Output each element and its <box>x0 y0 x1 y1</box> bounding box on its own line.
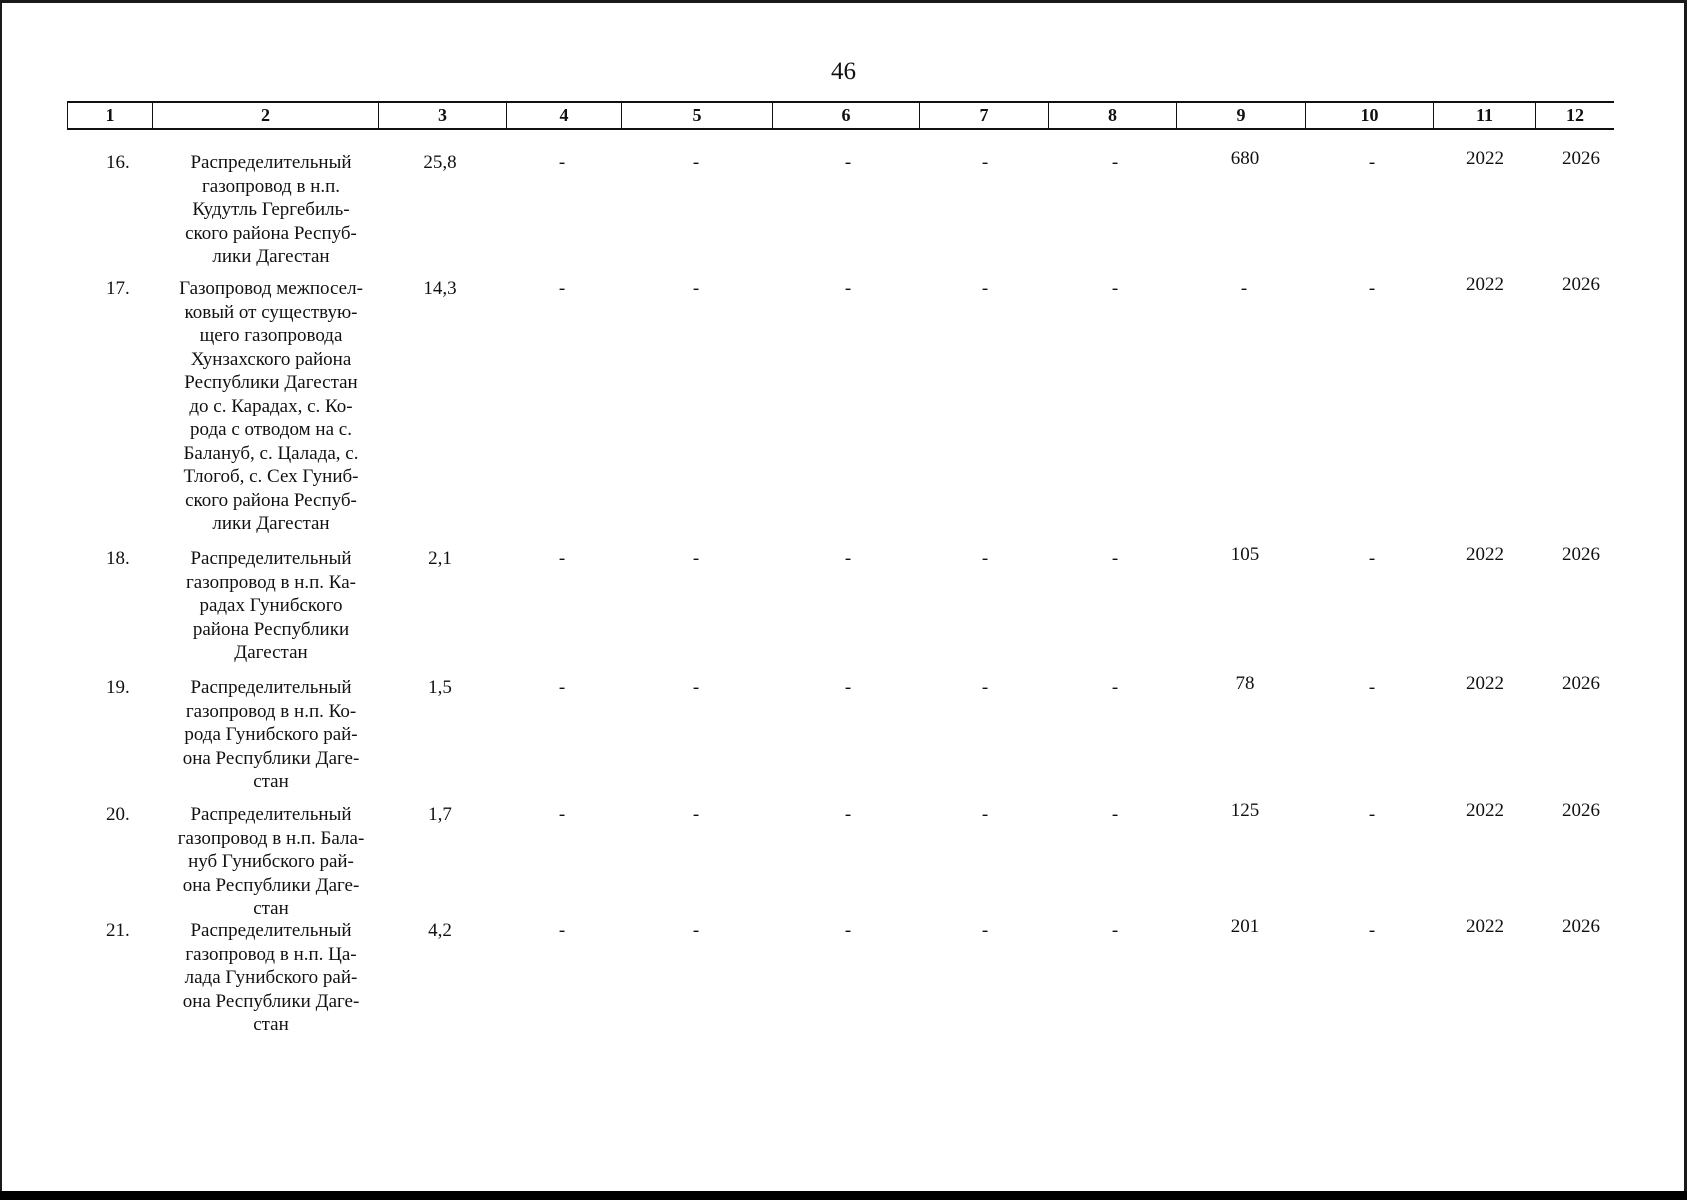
cell-col-6: - <box>844 804 852 825</box>
cell-col-4: - <box>558 548 566 569</box>
cell-col-6: - <box>844 152 852 173</box>
cell-col-8: - <box>1111 548 1119 569</box>
cell-col-7: - <box>981 804 989 825</box>
cell-col-4: - <box>558 278 566 299</box>
cell-col-5: - <box>692 152 700 173</box>
column-header-4: 4 <box>507 103 622 128</box>
cell-col-8: - <box>1111 152 1119 173</box>
cell-col-3: 14,3 <box>423 278 457 299</box>
cell-col-4: - <box>558 677 566 698</box>
cell-col-11: 2022 <box>1466 916 1504 937</box>
cell-col-3: 2,1 <box>428 548 452 569</box>
cell-col-12: 2026 <box>1562 916 1600 937</box>
cell-col-9: 680 <box>1230 148 1260 169</box>
column-header-10: 10 <box>1306 103 1434 128</box>
cell-col-10: - <box>1368 804 1376 825</box>
column-header-5: 5 <box>622 103 773 128</box>
column-header-6: 6 <box>773 103 920 128</box>
cell-col-12: 2026 <box>1562 544 1600 565</box>
cell-col-12: 2026 <box>1562 673 1600 694</box>
column-header-3: 3 <box>379 103 507 128</box>
object-name: Распределительный газопровод в н.п. Кудутль Гергебиль- ского района Респуб- лики Дагестан <box>185 152 357 267</box>
object-name: Распределительный газопровод в н.п. Ка- радах Гунибского района Республики Дагестан <box>186 548 356 663</box>
cell-col-11: 2022 <box>1466 800 1504 821</box>
cell-col-7: - <box>981 152 989 173</box>
cell-col-5: - <box>692 804 700 825</box>
cell-col-12: 2026 <box>1562 274 1600 295</box>
row-number: 18. <box>106 548 130 569</box>
page-number: 46 <box>831 58 856 85</box>
cell-col-6: - <box>844 920 852 941</box>
cell-col-11: 2022 <box>1466 274 1504 295</box>
cell-col-3: 25,8 <box>423 152 457 173</box>
cell-col-3: 1,7 <box>428 804 452 825</box>
cell-col-12: 2026 <box>1562 800 1600 821</box>
cell-col-8: - <box>1111 278 1119 299</box>
column-header-12: 12 <box>1566 105 1584 125</box>
page-border-left <box>0 0 2 1200</box>
row-number: 20. <box>106 804 130 825</box>
cell-col-10: - <box>1368 920 1376 941</box>
cell-col-6: - <box>844 677 852 698</box>
cell-col-5: - <box>692 677 700 698</box>
column-header-1: 1 <box>67 103 153 128</box>
cell-col-5: - <box>692 920 700 941</box>
cell-col-12: 2026 <box>1562 148 1600 169</box>
page-border-bottom <box>0 1191 1687 1200</box>
cell-col-11: 2022 <box>1466 148 1504 169</box>
cell-col-8: - <box>1111 920 1119 941</box>
cell-col-4: - <box>558 152 566 173</box>
cell-col-10: - <box>1368 548 1376 569</box>
cell-col-3: 4,2 <box>428 920 452 941</box>
cell-col-11: 2022 <box>1466 673 1504 694</box>
row-number: 21. <box>106 920 130 941</box>
cell-col-7: - <box>981 278 989 299</box>
column-header-11: 11 <box>1434 103 1536 128</box>
cell-col-11: 2022 <box>1466 544 1504 565</box>
cell-col-9: 125 <box>1230 800 1260 821</box>
table-header <box>67 101 1614 130</box>
cell-col-9: 201 <box>1230 916 1260 937</box>
row-number: 19. <box>106 677 130 698</box>
object-name: Распределительный газопровод в н.п. Ца- лада Гунибского рай- она Республики Даге- стан <box>182 920 360 1035</box>
column-header-7: 7 <box>920 103 1049 128</box>
cell-col-5: - <box>692 278 700 299</box>
cell-col-6: - <box>844 548 852 569</box>
column-header-8: 8 <box>1049 103 1177 128</box>
row-number: 16. <box>106 152 130 173</box>
cell-col-9: 105 <box>1230 544 1260 565</box>
cell-col-3: 1,5 <box>428 677 452 698</box>
cell-col-5: - <box>692 548 700 569</box>
row-number: 17. <box>106 278 130 299</box>
cell-col-9: 78 <box>1235 673 1255 694</box>
cell-col-4: - <box>558 804 566 825</box>
cell-col-10: - <box>1368 278 1376 299</box>
cell-col-10: - <box>1368 677 1376 698</box>
cell-col-7: - <box>981 677 989 698</box>
cell-col-9: - <box>1240 278 1248 299</box>
cell-col-10: - <box>1368 152 1376 173</box>
page-border-top <box>0 0 1687 3</box>
column-header-2: 2 <box>153 103 379 128</box>
cell-col-4: - <box>558 920 566 941</box>
column-header-9: 9 <box>1177 103 1306 128</box>
object-name: Распределительный газопровод в н.п. Ко- рода Гунибского рай- она Республики Даге- стан <box>182 677 360 792</box>
cell-col-8: - <box>1111 677 1119 698</box>
cell-col-7: - <box>981 548 989 569</box>
cell-col-7: - <box>981 920 989 941</box>
cell-col-8: - <box>1111 804 1119 825</box>
object-name: Распределительный газопровод в н.п. Бала- нуб Гунибского рай- она Республики Даге- стан <box>177 804 365 919</box>
object-name: Газопровод межпосел- ковый от существую- щего газопровода Хунзахского района Республики Дагестан до с. Карадах, с. Ко- рода с отводом на с. Балануб, с. Цалада, с. Тлогоб, с. Сех Гуниб- ского района Респуб- лики Дагестан <box>179 278 363 534</box>
cell-col-6: - <box>844 278 852 299</box>
